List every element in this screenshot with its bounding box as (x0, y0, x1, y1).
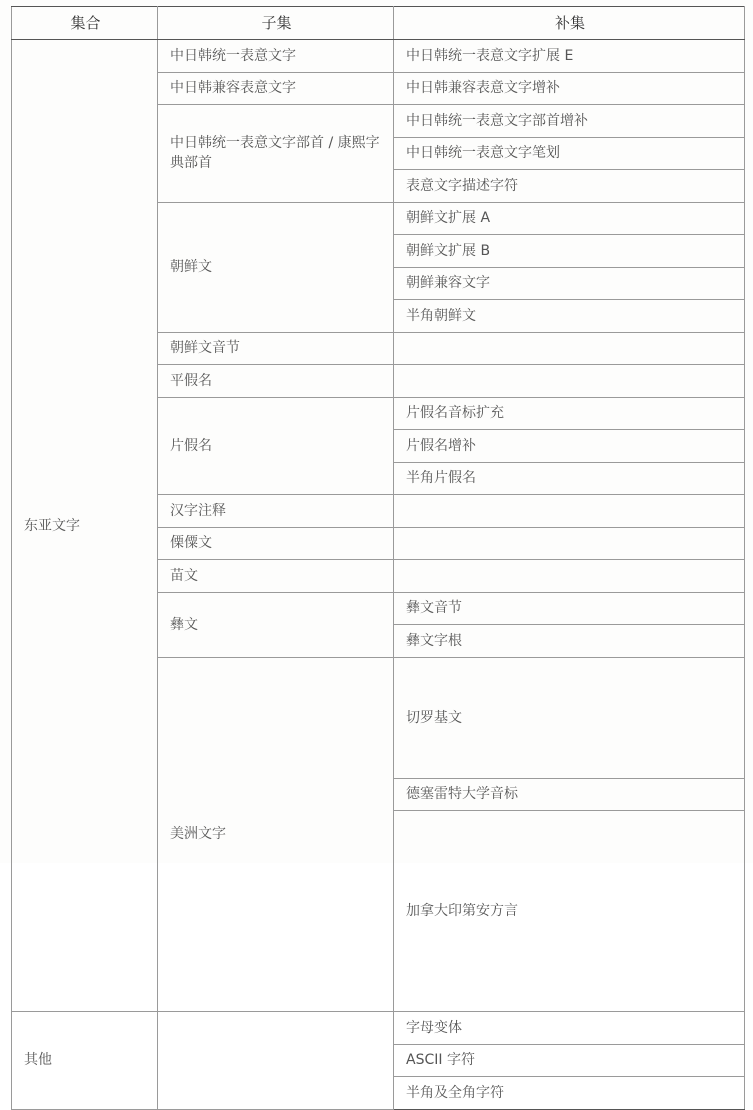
header-set: 集合 (12, 7, 158, 40)
supplement-cell: 朝鲜文扩展 A (394, 202, 745, 235)
subset-cell: 中日韩统一表意文字 (158, 40, 394, 73)
subset-cell (158, 1012, 394, 1110)
supplement-cell: 半角朝鲜文 (394, 300, 745, 333)
supplement-cell: ASCII 字符 (394, 1044, 745, 1077)
supplement-cell (394, 560, 745, 593)
set-cell: 美洲文字 (158, 657, 394, 1012)
supplement-cell: 半角及全角字符 (394, 1077, 745, 1110)
subset-cell: 苗文 (158, 560, 394, 593)
table-row (12, 1012, 745, 1045)
unicode-subset-table (11, 6, 745, 1110)
subset-cell: 朝鲜文音节 (158, 332, 394, 365)
subset-cell: 中日韩统一表意文字部首 / 康熙字典部首 (158, 105, 394, 203)
supplement-cell: 片假名增补 (394, 430, 745, 463)
supplement-cell: 片假名音标扩充 (394, 397, 745, 430)
subset-cell: 切罗基文 (394, 657, 745, 778)
supplement-cell (394, 332, 745, 365)
subset-cell: 彝文 (158, 592, 394, 657)
supplement-cell: 中日韩统一表意文字扩展 E (394, 40, 745, 73)
header-supplement: 补集 (394, 7, 745, 40)
set-cell: 其他 (12, 1012, 158, 1110)
supplement-cell: 表意文字描述字符 (394, 170, 745, 203)
supplement-cell: 中日韩兼容表意文字增补 (394, 72, 745, 105)
supplement-cell: 彝文音节 (394, 592, 745, 625)
supplement-cell: 中日韩统一表意文字部首增补 (394, 105, 745, 138)
subset-cell: 德塞雷特大学音标 (394, 778, 745, 811)
supplement-cell: 中日韩统一表意文字笔划 (394, 137, 745, 170)
supplement-cell: 彝文字根 (394, 625, 745, 658)
header-row (12, 7, 745, 40)
subset-cell: 汉字注释 (158, 495, 394, 528)
subset-cell: 加拿大印第安方言 (394, 811, 745, 1012)
supplement-cell (394, 365, 745, 398)
subset-cell: 平假名 (158, 365, 394, 398)
supplement-cell (394, 495, 745, 528)
supplement-cell: 朝鲜兼容文字 (394, 267, 745, 300)
subset-cell: 片假名 (158, 397, 394, 495)
supplement-cell (394, 527, 745, 560)
subset-cell: 中日韩兼容表意文字 (158, 72, 394, 105)
supplement-cell: 朝鲜文扩展 B (394, 235, 745, 268)
set-cell: 东亚文字 (12, 40, 158, 1012)
subset-cell: 朝鲜文 (158, 202, 394, 332)
subset-cell: 傈僳文 (158, 527, 394, 560)
header-subset: 子集 (158, 7, 394, 40)
supplement-cell: 字母变体 (394, 1012, 745, 1045)
supplement-cell: 半角片假名 (394, 462, 745, 495)
table-row (12, 40, 745, 73)
